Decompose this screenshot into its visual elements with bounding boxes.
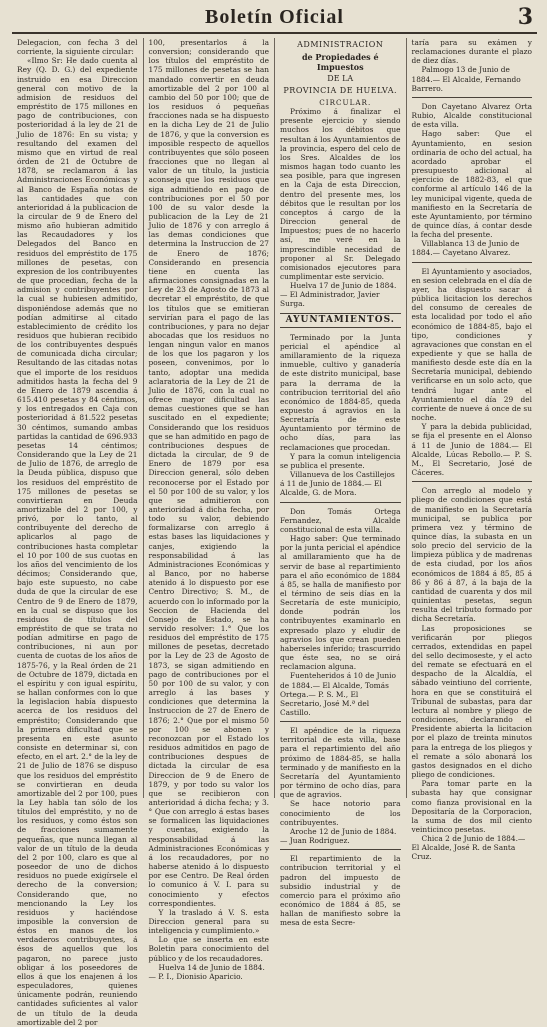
circular-label: CIRCULAR. (319, 98, 372, 107)
column-middle (143, 38, 275, 981)
section-heading: ADMINISTRACION (297, 40, 384, 49)
column-left (12, 38, 143, 1027)
divider (280, 721, 401, 722)
signature-line: Huelva 17 de Junio de 1884.— El Administrador, Javier Surga. (280, 281, 397, 309)
page-number: 3 (517, 4, 533, 30)
signature-line: Chica 2 de Junio de 1884.— El Alcalde, José R. de Santa Cruz. (411, 834, 526, 862)
divider (280, 849, 401, 850)
paragraph: El repartimiento de la contribucion territorial y el padron del impuesto de subsidio industrial y de comercio para el próximo año económico de 1884 á 85, se hallan de manifiesto sobre la mesa de esta Secre- (280, 854, 401, 928)
paragraph: El apéndice de la riqueza territorial de esta villa, base para el repartimiento del año próximo de 1884-85, se halla terminado y de manifiesto en la Secretaría del Ayuntamiento por término de ocho días, para que de agravios. (280, 726, 401, 800)
divider (412, 481, 533, 482)
signature-line: Villablanca 13 de Junio de 1884.— Cayetano Alvarez. (411, 239, 520, 258)
paragraph: Para tomar parte en la subasta hay que consignar como fianza provisional en la Depositaría de la Corporacion, la suma de dos mil ciento veinticinco pesetas. (411, 779, 532, 834)
paragraph: Lo que se inserta en este Boletin para conocimiento del público y de los recaudadores. (148, 935, 269, 963)
paragraph: Se hace notorio para conocimiento de los contribuyentes. (280, 799, 401, 827)
paragraph: taría para su exámen y reclamaciones durante el plazo de diez días. (411, 38, 532, 66)
paragraph: Y para la debida publicidad, se fija el presente en el Alonso á 11 de Junio de 1884.— El Alcalde, Lúcas Rebollo.— P. S. M., El Secretario, José de Cáceres. (411, 422, 532, 478)
paragraph: Y para la comun inteligencia se publica el presente. (280, 451, 401, 470)
section-heading: DE LA (327, 74, 354, 83)
column-right (274, 38, 406, 928)
paragraph: Hago saber: Que terminado por la junta pericial el apéndice al amillaramiento que ha de servir de base al repartimiento para el año económico de 1884 á 85, se halla de manifiesto por el término de seis días en la Secretaría de este municipio, donde podrán los contribuyentes examinarlo en expresado plazo y eludir de agravios los que crean pueden haberseles inferido; trascurrido que éste sea, no se oirá reclamacion alguna. (280, 534, 401, 672)
signature-line: Villanueva de los Castillejos á 11 de Junio de 1884.— El Alcalde, G. de Mora. (280, 470, 395, 498)
signature-line: Fuenteheridos á 10 de Junio de 1884.— El Alcalde, Tomás Ortega.— P. S. M., El Secretario, José M.ª del Castillo. (280, 671, 396, 717)
paragraph: Don Tomás Ortega Fernandez, Alcalde constitucional de esta villa. (280, 506, 401, 534)
masthead (12, 4, 537, 34)
paragraph: El Ayuntamiento y asociados, en sesion celebrada en el día de ayer, ha dispuesto sacar á pública licitacion los derechos del consumo de cereales de esta localidad por todo el año económico de 1884-85, bajo el tipo, condiciones y agravaciones que constan en el expediente y que se halla de manifiesto desde este día en la Secretaría municipal, debiendo verificarse en un solo acto, que tendrá lugar ante el Ayuntamiento el día 29 del corriente de nueve á once de su noche. (411, 266, 532, 423)
paragraph: Y la traslado á V. S. esta Direccion general para su inteligencia y cumplimiento.» (148, 907, 269, 936)
paragraph: 100, presentarlos á la conversion; considerando que los títulos del empréstito de 175 millones de pesetas se han mandado convertir en deuda amortizable del 2 por 100 al cambio del 50 por 100; que de los residuos ó pequeñas fracciones nada se ha dispuesto en la dicha Ley de 21 de Julio de 1876, y que la conversion es imposible respecto de aquellos contribuyentes que sólo poseen fracciones que no llegan al valor de un título, la justicia aconseja que los residuos que siga admitiendo en pago de contribuciones por el 50 por 100 de su valor desde la publicacion de la Ley de 21 Julio de 1876 y con arreglo á las demas condiciones que determina la Instruccion de 27 de Enero de 1876; Considerando en presencia tiene en cuenta las afirmaciones consignadas en la Ley de 23 de Agosto de 1873 al decretar el empréstito, de que los títulos que se emitieran servirían para el pago de las contribuciones, y para no dejar abocadas que los residuos no lengan ningun valor en manos de los que los pagaron y los poseen, convenimos, por lo tanto, adoptar una medida aclaratoria de la Ley de 21 de Julio de 1876, con la cual no ofrece mayor dificultad las demas cuestiones que se han suscitado en el expediente; Considerando que los residuos que se han admitido en pago de contribuciones despues de dictada la circular, de 9 de Enero de 1879 por esa Direccion general, sólo deben reconocerse por el Estado por el 50 por 100 de su valor, y los que se admitieron con anterioridad á dicha fecha, por todo su valor, debiendo formalizarse con arreglo á estas bases las liquidaciones y canjes, exigiendo la responsabilidad á las Administraciones Económicas y al Banco, por no haberse atenido á lo dispuesto por ese Centro Directivo; S. M., de acuerdo con lo informado por la Seccion de Hacienda del Consejo de Estado, se ha servido resolver: 1.° Que los residuos del empréstito de 175 millones de pesetas, decretado por la Ley de 23 de Agosto de 1873, se sigan admitiendo en pago de contribuciones por el 50 por 100 de su valor, y con arreglo á las bases y condiciones que determina la Instruccion de 27 de Enero de 1876; 2.° Que por el mismo 50 por 100 se abonen y reconozcan por el Estado los residuos admitidos en pago de contribuciones despues de dictada la circular de esa Direccion de 9 de Enero de 1879, y por todo su valor los que se recibieron con anterioridad á dicha fecha; y 3.° Que con arreglo á estas bases se formalicen las liquidaciones y cuentas, exigiendo la responsabilidad á las Administraciones Económicas y á los recaudadores, por no haberse atenido á lo dispuesto por ese Centro. De Real órden lo comunico á V. I. para su conocimiento y efectos correspondientes. (148, 38, 269, 908)
newspaper-title: Boletín Oficial (205, 6, 344, 28)
divider (280, 502, 401, 503)
paragraph: Próximo á finalizar el presente ejercicio y siendo muchos los débitos que resultan á los Ayuntamientos de la provincia, espero del celo de los Sres. Alcaldes de los mismos hagan todo cuanto les sea posible, para que ingresen en la Caja de esta Direccion, dentro del presente mes, los débitos que le resultan por los conceptos á cargo de la Direccion general de Impuestos; pues de no hacerlo así, me veré en la imprescindible necesidad de proponer al Sr. Delegado comisionados ejecutores para cumplimentar este servicio. (280, 107, 401, 281)
divider (412, 262, 533, 263)
paragraph: Don Cayetano Alvarez Orta Rubio, Alcalde constitucional de esta villa. (411, 101, 532, 130)
divider (412, 97, 533, 98)
section-heading: PROVINCIA DE HUELVA. (283, 86, 398, 95)
text-columns (12, 38, 537, 1027)
paragraph: «Ilmo Sr: He dado cuenta al Rey (Q. D. G.) del expediente instruido en esa Direccion general con motivo de la admision de residuos del empréstito de 175 millones en pago de contribuciones, con posterioridad á la ley de 21 de Julio de 1876: En su vista; y resultando del examen del mismo que en virtud de real órden de 21 de Octubre de 1878, se reclamaron á las Administraciones Económicas y al Banco de España notas de las cantidades que con anterioridad á la publicacion de la circular de 9 de Enero del mismo año hubieran admitido las Recaudadores y los Delegados del Banco en residuos del empréstito de 175 millones de pesetas, con expresion de los contribuyentes de que procedian, fecha de la admision y contribuyentes por la cual se hubiesen admitido, disponiéndose además que no podían admitirse al citado establecimiento de crédito los residuos que hubieran recibido de los contribuyentes después de comunicada dicha circular; Resultando de las citadas notas que el importe de los residuos admitidos hasta la fecha del 9 de Enero de 1879 ascendia á 615.410 pesetas y 84 céntimos, y los entregados en Caja con posterioridad á 81.522 pesetas 30 céntimos, sumando ambas partidas la cantidad de 696.933 pesetas 14 céntimos; Considerando que la Ley de 21 de Julio de 1876, de arreglo de la Deuda pública, dispuso que los residuos del empréstito de 175 millones de pesetas se convirtieran en Deuda amortizable del 2 por 100, y privó, por lo tanto, al contribuyente del derecho de aplicarlos al pago de contribuciones hasta completar el 10 por 100 de sus cuotas en los años del vencimiento de los décimos; Considerando que, bajo este supuesto, no cabe duda de que la circular de ese Centro de 9 de Enero de 1879, en la cual se dispuso que los residuos de títulos del empréstito de que se trata no podían admitirse en pago de contribuciones, ni aun por cuenta de cuotas de los años de 1875-76, y la Real órden de 21 de Octubre de 1879, dictada en el espíritu y con igual espíritu, se hallan conformes con lo que la legislacion había dispuesto acerca de los residuos del empréstito; Considerando que la primera dificultad que se presenta en este asunto consiste en determinar si, con efecto, en el art. 2.° de la ley de 21 de Julio de 1876 se dispuso que los residuos del empréstito se convirtieran en deuda amortizable del 2 por 100, pues la Ley habla tan sólo de los títulos del empréstito, y no de los residuos, y como éstos son de fracciones sumamente pequeñas, que nunca llegan al valor de un título de la deuda del 2 por 100, claro es que al poseedor de uno de dichos residuos no puede exigírsele el derecho de la conversion; Considerando que, no mencionando la Ley los residuos y haciéndose imposible la conversion de éstos en manos de los verdaderos contribuyentes, á ésos de aquellos que los pagaron, no parece justo obligar á los poseedores de ellos á que los enajenen á los especuladores, quienes únicamente podrán, reuniendo cantidades suficientes al valor de un título de la deuda amortizable del 2 por (17, 56, 138, 1027)
signature-line: Palmogo 13 de Junio de 1884.— El Alcalde, Fernando Barrero. (411, 65, 521, 93)
signature-line: Huelva 14 de Junio de 1884.— P. I., Dionisio Aparicio. (148, 962, 265, 981)
paragraph: Terminado por la Junta pericial el apéndice al amillaramiento de la riqueza inmueble, cultivo y ganadería de este distrito municipal, base para la derrama de la contribucion territorial del año económico de 1884-85, queda expuesto á agravios en la Secretaría de este Ayuntamiento por término de ocho días, para las reclamaciones que procedan. (280, 332, 401, 452)
paragraph: Con arreglo al modelo y pliego de condiciones que está de manifiesto en la Secretaría municipal, se publica por primera vez y término de quince días, la subasta en un solo precio del servicio de la limpieza pública y de madrenas de esta ciudad, por los años económicos de 1884 á 85, 85 á 86 y 86 á 87, á la baja de la cantidad de cuarenta y dos mil quinientas pesetas, segun resulta del tributo formado por dicha Secretaría. (411, 486, 532, 624)
section-heading: de Propiedades é Impuestos (301, 52, 379, 72)
paragraph: Las proposiciones se verificarán por pliegos cerrados, extendidas en papel del sello decimoseste, y el acto del remate se efectuará en el despacho de la Alcaldía, el sábado veintiuno del corriente, hora en que se constituirá el Tribunal de subastas, para dar lectura al nombre y pliego de condiciones, declarando el Presidente abierta la licitacion por el plazo de treinta minutos para la entrega de los pliegos y el remate a sólo abonará los gastos designados en el dicho pliego de condiciones. (411, 623, 532, 780)
section-title-ayuntamientos: AYUNTAMIENTOS. (280, 313, 401, 328)
column-far-right (406, 38, 538, 862)
paragraph: Hago saber: Que el Ayuntamiento, en sesion ordinaria de ocho del actual, ha acordado aprobar el presupuesto adicional al ejercicio de 1882-83, el que conforme al artículo 146 de la ley municipal vigente, queda de manifiesto en la Secretaría de este Ayuntamiento, por término de quince días, á contar desde la fecha del presente. (411, 129, 532, 240)
signature-line: Aroche 12 de Junio de 1884.— Juan Rodriguez. (280, 826, 397, 846)
paragraph: Delegacion, con fecha 3 del corriente, la siguiente circular: (17, 38, 138, 57)
